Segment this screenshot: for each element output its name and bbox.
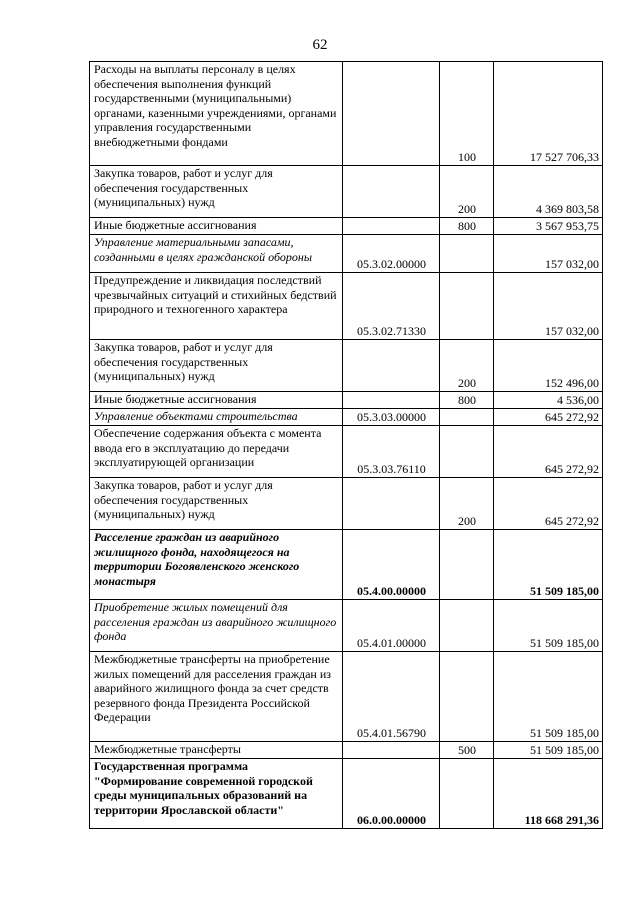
row-name: Расселение граждан из аварийного жилищного фонда, находящегося на территории Богоявленского женского монастыря	[90, 530, 343, 600]
table-row	[90, 340, 603, 392]
row-kind: 200	[440, 166, 494, 218]
row-name: Управление объектами строительства	[90, 409, 343, 426]
table-row	[90, 218, 603, 235]
row-code: 05.4.01.00000	[343, 600, 440, 652]
row-amount: 17 527 706,33	[494, 62, 603, 166]
row-name: Предупреждение и ликвидация последствий чрезвычайных ситуаций и стихийных бедствий природного и техногенного характера	[90, 273, 343, 340]
row-amount: 4 369 803,58	[494, 166, 603, 218]
row-kind	[440, 235, 494, 273]
row-code	[343, 218, 440, 235]
row-amount: 51 509 185,00	[494, 530, 603, 600]
table-row	[90, 478, 603, 530]
row-amount: 157 032,00	[494, 235, 603, 273]
row-name: Управление материальными запасами, созданными в целях гражданской обороны	[90, 235, 343, 273]
budget-table	[89, 61, 603, 829]
row-amount: 3 567 953,75	[494, 218, 603, 235]
row-kind	[440, 530, 494, 600]
row-code: 05.4.00.00000	[343, 530, 440, 600]
row-amount: 51 509 185,00	[494, 600, 603, 652]
table-row	[90, 426, 603, 478]
table-row	[90, 409, 603, 426]
table-row	[90, 62, 603, 166]
table-row	[90, 652, 603, 742]
table-row	[90, 600, 603, 652]
row-code	[343, 392, 440, 409]
table-row	[90, 392, 603, 409]
row-name: Иные бюджетные ассигнования	[90, 218, 343, 235]
table-row	[90, 759, 603, 829]
table-row	[90, 742, 603, 759]
row-kind	[440, 600, 494, 652]
row-amount: 645 272,92	[494, 426, 603, 478]
row-name: Межбюджетные трансферты	[90, 742, 343, 759]
row-kind	[440, 652, 494, 742]
row-amount: 645 272,92	[494, 478, 603, 530]
row-kind	[440, 409, 494, 426]
row-amount: 4 536,00	[494, 392, 603, 409]
row-name: Иные бюджетные ассигнования	[90, 392, 343, 409]
row-kind: 200	[440, 340, 494, 392]
row-name: Обеспечение содержания объекта с момента ввода его в эксплуатацию до передачи эксплуатирующей организации	[90, 426, 343, 478]
row-amount: 645 272,92	[494, 409, 603, 426]
row-amount: 157 032,00	[494, 273, 603, 340]
row-code	[343, 742, 440, 759]
row-code: 05.3.02.00000	[343, 235, 440, 273]
table-row	[90, 166, 603, 218]
row-code: 05.4.01.56790	[343, 652, 440, 742]
row-name: Закупка товаров, работ и услуг для обеспечения государственных (муниципальных) нужд	[90, 478, 343, 530]
row-name: Расходы на выплаты персоналу в целях обеспечения выполнения функций государственными (муниципальными) органами, казенными учреждениями, органами управления государственными внебюджетными фондами	[90, 62, 343, 166]
row-kind	[440, 426, 494, 478]
row-code: 05.3.03.76110	[343, 426, 440, 478]
row-kind: 100	[440, 62, 494, 166]
table-row	[90, 530, 603, 600]
row-name: Межбюджетные трансферты на приобретение жилых помещений для расселения граждан из аварийного жилищного фонда за счет средств резервного фонда Президента Российской Федерации	[90, 652, 343, 742]
row-code	[343, 478, 440, 530]
row-kind	[440, 273, 494, 340]
row-amount: 51 509 185,00	[494, 652, 603, 742]
row-name: Закупка товаров, работ и услуг для обеспечения государственных (муниципальных) нужд	[90, 166, 343, 218]
row-code	[343, 62, 440, 166]
row-amount: 118 668 291,36	[494, 759, 603, 829]
table-row	[90, 235, 603, 273]
row-kind: 200	[440, 478, 494, 530]
row-code	[343, 166, 440, 218]
row-kind: 500	[440, 742, 494, 759]
row-code	[343, 340, 440, 392]
row-amount: 152 496,00	[494, 340, 603, 392]
row-name: Закупка товаров, работ и услуг для обеспечения государственных (муниципальных) нужд	[90, 340, 343, 392]
page-number: 62	[312, 37, 328, 53]
row-kind: 800	[440, 218, 494, 235]
row-kind	[440, 759, 494, 829]
row-name: Приобретение жилых помещений для расселения граждан из аварийного жилищного фонда	[90, 600, 343, 652]
row-name: Государственная программа "Формирование современной городской среды муниципальных образований на территории Ярославской области"	[90, 759, 343, 829]
row-amount: 51 509 185,00	[494, 742, 603, 759]
row-code: 05.3.03.00000	[343, 409, 440, 426]
row-code: 05.3.02.71330	[343, 273, 440, 340]
row-kind: 800	[440, 392, 494, 409]
table-row	[90, 273, 603, 340]
row-code: 06.0.00.00000	[343, 759, 440, 829]
budget-table-body	[90, 62, 603, 829]
